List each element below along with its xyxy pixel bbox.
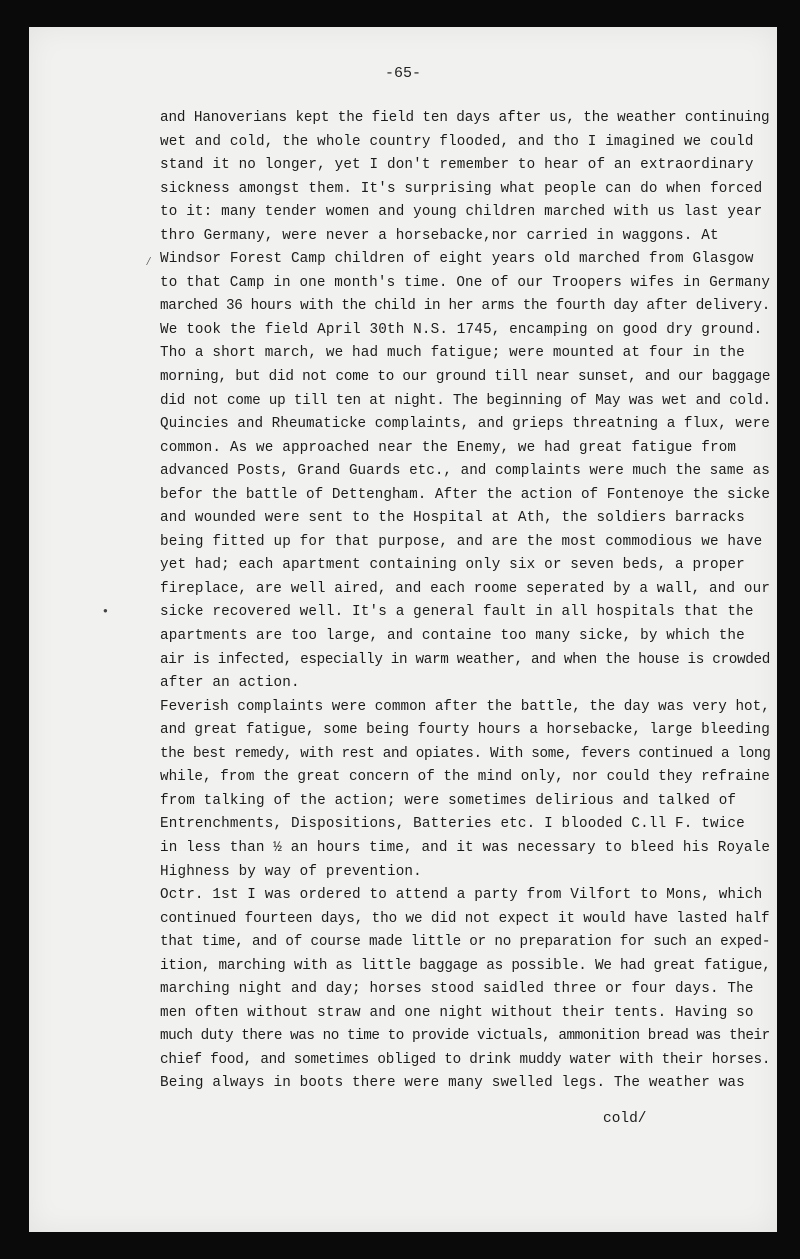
document-page (29, 27, 777, 1232)
text-line: being fitted up for that purpose, and are the most commodious we have (160, 533, 763, 550)
page-number: -65- (384, 65, 421, 82)
text-line: and Hanoverians kept the field ten days after us, the weather continuing (160, 110, 770, 126)
text-line: apartments are too large, and containe too many sicke, by which the (160, 628, 745, 645)
text-line: fireplace, are well aired, and each roome seperated by a wall, and our (160, 580, 771, 597)
text-line: morning, but did not come to our ground till near sunset, and our baggage (160, 369, 771, 386)
text-line: Octr. 1st I was ordered to attend a party from Vilfort to Mons, which (160, 887, 763, 904)
text-line: Windsor Forest Camp children of eight years old marched from Glasgow (160, 251, 754, 268)
text-line: in less than ½ an hours time, and it was necessary to bleed his Royale (160, 839, 771, 856)
text-line: continued fourteen days, tho we did not expect it would have lasted half (160, 910, 770, 927)
text-line: marching night and day; horses stood saidled three or four days. The (160, 981, 754, 998)
text-line: to that Camp in one month's time. One of our Troopers wifes in Germany (160, 274, 771, 291)
text-line: common. As we approached near the Enemy, we had great fatigue from (160, 439, 737, 456)
text-line: after an action. (160, 675, 300, 692)
text-line: Tho a short march, we had much fatigue; were mounted at four in the (160, 345, 745, 362)
text-line: marched 36 hours with the child in her arms the fourth day after delivery. (160, 298, 770, 315)
text-line: wet and cold, the whole country flooded, and tho I imagined we could (160, 133, 754, 150)
text-line: Entrenchments, Dispositions, Batteries etc. I blooded C.ll F. twice (160, 816, 745, 833)
text-line: thro Germany, were never a horsebacke,nor carried in waggons. At (160, 227, 719, 244)
text-line: while, from the great concern of the mind only, nor could they refraine (160, 769, 770, 786)
text-line: Quincies and Rheumaticke complaints, and grieps threatning a flux, were (160, 416, 770, 433)
text-line: much duty there was no time to provide victuals, ammonition bread was their (160, 1028, 770, 1045)
margin-dot-mark: ● (103, 607, 108, 616)
text-line: befor the battle of Dettengham. After the action of Fontenoye the sicke (160, 486, 770, 503)
text-line: Highness by way of prevention. (160, 863, 422, 880)
text-line: Being always in boots there were many swelled legs. The weather was (160, 1075, 745, 1092)
text-line: from talking of the action; were sometimes delirious and talked of (160, 792, 737, 809)
text-line: men often without straw and one night without their tents. Having so (160, 1004, 754, 1021)
margin-tick-mark: ⁄ (145, 255, 153, 269)
text-line: yet had; each apartment containing only six or seven beds, a proper (160, 557, 745, 574)
text-line: ition, marching with as little baggage as possible. We had great fatigue, (160, 957, 771, 974)
text-line: We took the field April 30th N.S. 1745, encamping on good dry ground. (160, 321, 763, 338)
text-line: stand it no longer, yet I don't remember to hear of an extraordinary (160, 157, 754, 174)
text-line: advanced Posts, Grand Guards etc., and complaints were much the same as (160, 463, 770, 480)
text-line: did not come up till ten at night. The beginning of May was wet and cold. (160, 392, 771, 409)
text-line: to it: many tender women and young children marched with us last year (160, 204, 763, 221)
catchword: cold/ (603, 1111, 647, 1127)
text-line: the best remedy, with rest and opiates. With some, fevers continued a long (160, 745, 771, 762)
text-line: air is infected, especially in warm weather, and when the house is crowded (160, 651, 770, 668)
text-line: and wounded were sent to the Hospital at Ath, the soldiers barracks (160, 510, 745, 527)
text-line: sickness amongst them. It's surprising what people can do when forced (160, 180, 763, 197)
text-line: Feverish complaints were common after the battle, the day was very hot, (160, 698, 770, 715)
body-text (160, 107, 770, 1096)
text-line: that time, and of course made little or no preparation for such an exped- (160, 934, 771, 951)
text-line: sicke recovered well. It's a general fault in all hospitals that the (160, 604, 754, 621)
text-line: and great fatigue, some being fourty hours a horsebacke, large bleeding (160, 722, 770, 739)
text-line: chief food, and sometimes obliged to drink muddy water with their horses. (160, 1051, 771, 1068)
